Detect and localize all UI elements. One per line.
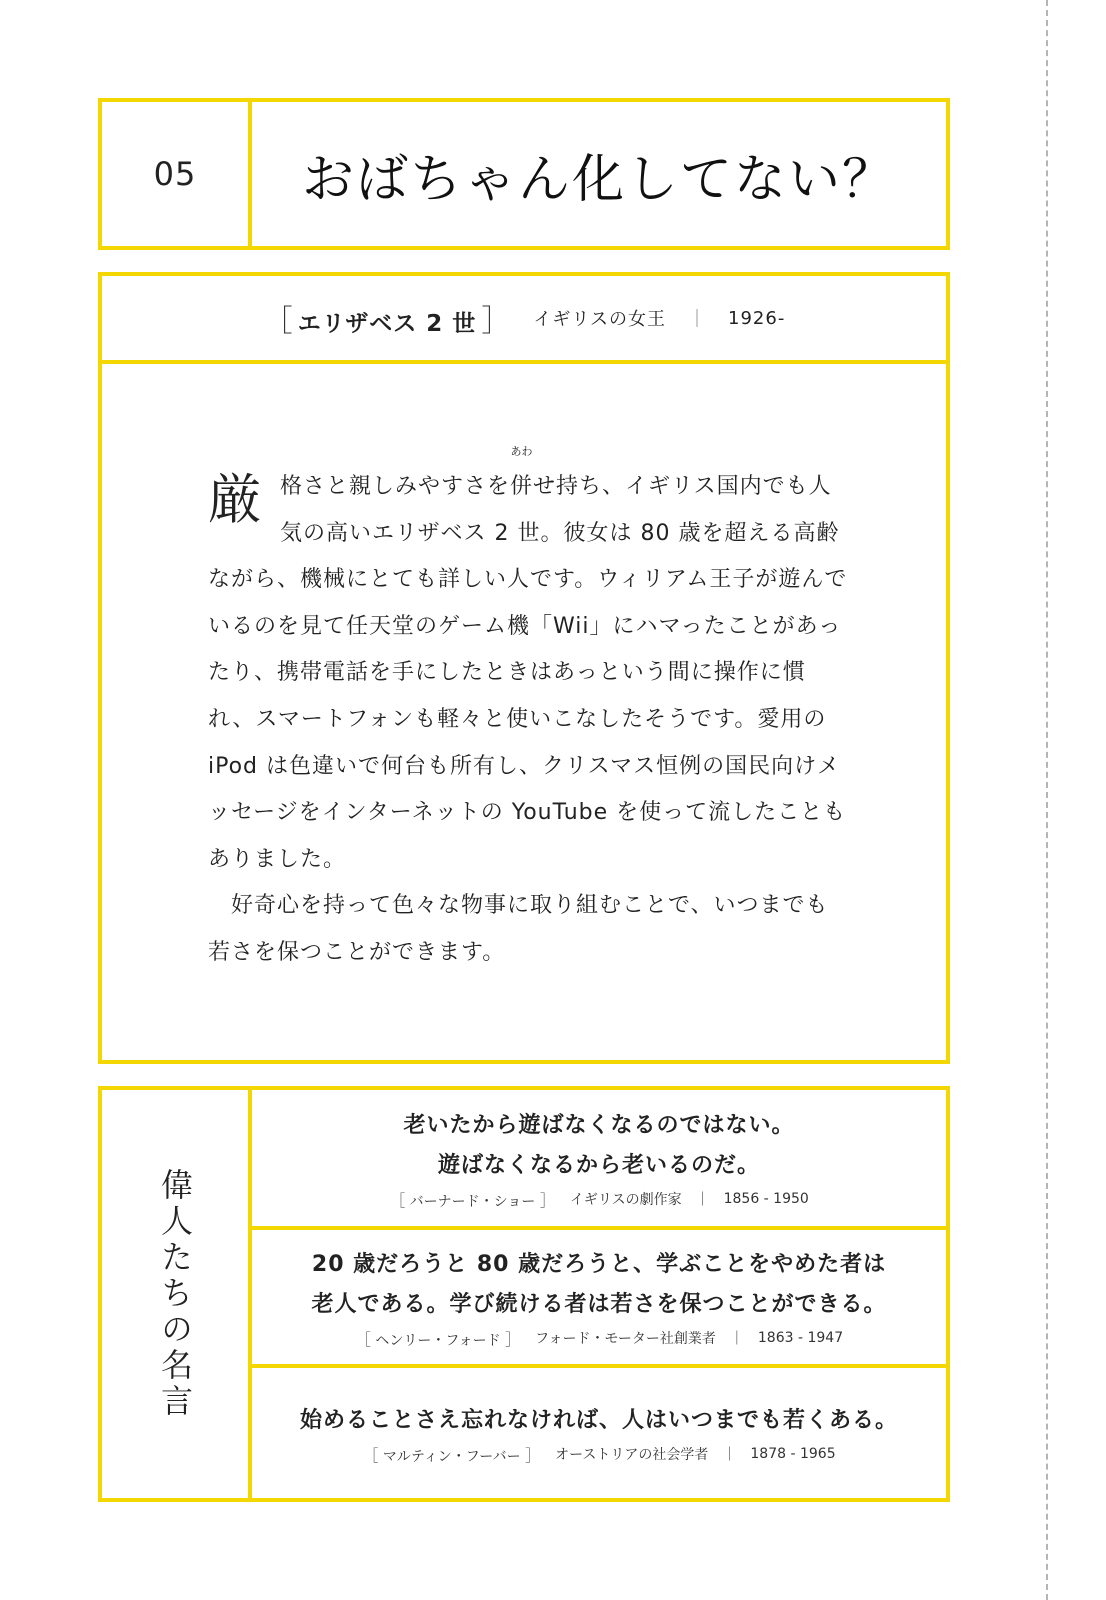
cut-line xyxy=(1046,0,1048,1600)
quote-person: ヘンリー・フォード xyxy=(375,1332,501,1349)
separator: ｜ xyxy=(722,1447,737,1463)
quote-attribution xyxy=(355,1327,843,1350)
quote-attribution xyxy=(389,1188,809,1211)
body-box xyxy=(98,360,950,1064)
quote-person: マルティン・フーバー xyxy=(382,1448,521,1465)
paragraph-2: 好奇心を持って色々な物事に取り組むことで、いつまでも若さを保つことができます。 xyxy=(208,893,829,965)
person-role: イギリスの女王 xyxy=(533,309,667,330)
quote-line: 20 歳だろうと 80 歳だろうと、学ぶことをやめた者は xyxy=(311,1251,887,1277)
drop-cap: 厳 xyxy=(208,468,263,531)
separator: ｜ xyxy=(729,1331,744,1347)
quote-role: フォード・モーター社創業者 xyxy=(535,1331,716,1347)
quotes-box xyxy=(98,1086,950,1502)
ruby-base: 併 xyxy=(510,474,534,499)
quote-person-group xyxy=(355,1327,521,1350)
person-years: 1926- xyxy=(728,307,786,329)
quote-item xyxy=(252,1230,946,1368)
bracket-close: ］ xyxy=(525,1445,542,1465)
quote-attribution xyxy=(362,1443,835,1466)
quote-role: イギリスの劇作家 xyxy=(569,1192,682,1208)
chapter-title: おばちゃん化してない？ xyxy=(301,149,896,210)
quotes-section-title: 偉人たちの名言 xyxy=(156,1168,194,1420)
quote-years: 1863 - 1947 xyxy=(757,1330,844,1346)
bracket-close: ］ xyxy=(481,304,512,339)
profile-bar xyxy=(98,272,950,364)
bracket-close: ］ xyxy=(539,1190,556,1210)
quote-line: 老人である。学び続ける者は若さを保つことができる。 xyxy=(311,1291,887,1317)
ruby-reading: あわ xyxy=(510,445,533,458)
bracket-close: ］ xyxy=(505,1329,522,1349)
ruby-word xyxy=(510,445,534,511)
bracket-open: ［ xyxy=(354,1329,371,1349)
chapter-header xyxy=(98,98,950,250)
quote-line: 始めることさえ忘れなければ、人はいつまでも若くある。 xyxy=(299,1407,898,1433)
quote-role: オーストリアの社会学者 xyxy=(555,1447,709,1463)
quote-years: 1856 - 1950 xyxy=(723,1191,809,1207)
chapter-number: 05 xyxy=(102,102,252,246)
paragraph-1-start: 格さと親しみやすさを xyxy=(280,474,511,499)
quote-person: バーナード・ショー xyxy=(409,1193,536,1210)
bracket-open: ［ xyxy=(362,1445,379,1465)
quote-person-group xyxy=(362,1443,541,1466)
chapter-title-cell xyxy=(252,102,946,246)
separator: ｜ xyxy=(688,309,707,330)
paragraph-1-rest: せ持ち、イギリス国内でも人気の高いエリザベス 2 世。彼女は 80 歳を超える高齢ながら、機械にとても詳しい人です。ウィリアム王子が遊んでいるのを見て任天堂のゲーム機「Wii」にハマったことがあったり、携帯電話を手にしたときはあっという間に操作に慣れ、スマートフォンも軽々と使いこなしたそうです。愛用の iPod は色違いで何台も所有し、クリスマス恒例の国民向けメッセージをインターネットの YouTube を使って流したこともありました。 xyxy=(208,474,848,872)
profile-name-group xyxy=(263,296,512,340)
quote-line: 遊ばなくなるから老いるのだ。 xyxy=(437,1152,760,1178)
bracket-open: ［ xyxy=(262,304,293,339)
separator: ｜ xyxy=(695,1192,710,1208)
quote-years: 1878 - 1965 xyxy=(750,1446,836,1462)
bracket-open: ［ xyxy=(389,1190,406,1210)
paragraph-1 xyxy=(208,445,848,883)
quote-item xyxy=(252,1090,946,1230)
quote-person-group xyxy=(389,1188,556,1211)
quote-item xyxy=(252,1368,946,1498)
profile-row xyxy=(102,276,946,360)
quotes-side xyxy=(102,1090,252,1498)
person-name: エリザベス 2 世 xyxy=(297,311,477,337)
body-text xyxy=(208,445,848,977)
quote-line: 老いたから遊ばなくなるのではない。 xyxy=(403,1112,795,1138)
